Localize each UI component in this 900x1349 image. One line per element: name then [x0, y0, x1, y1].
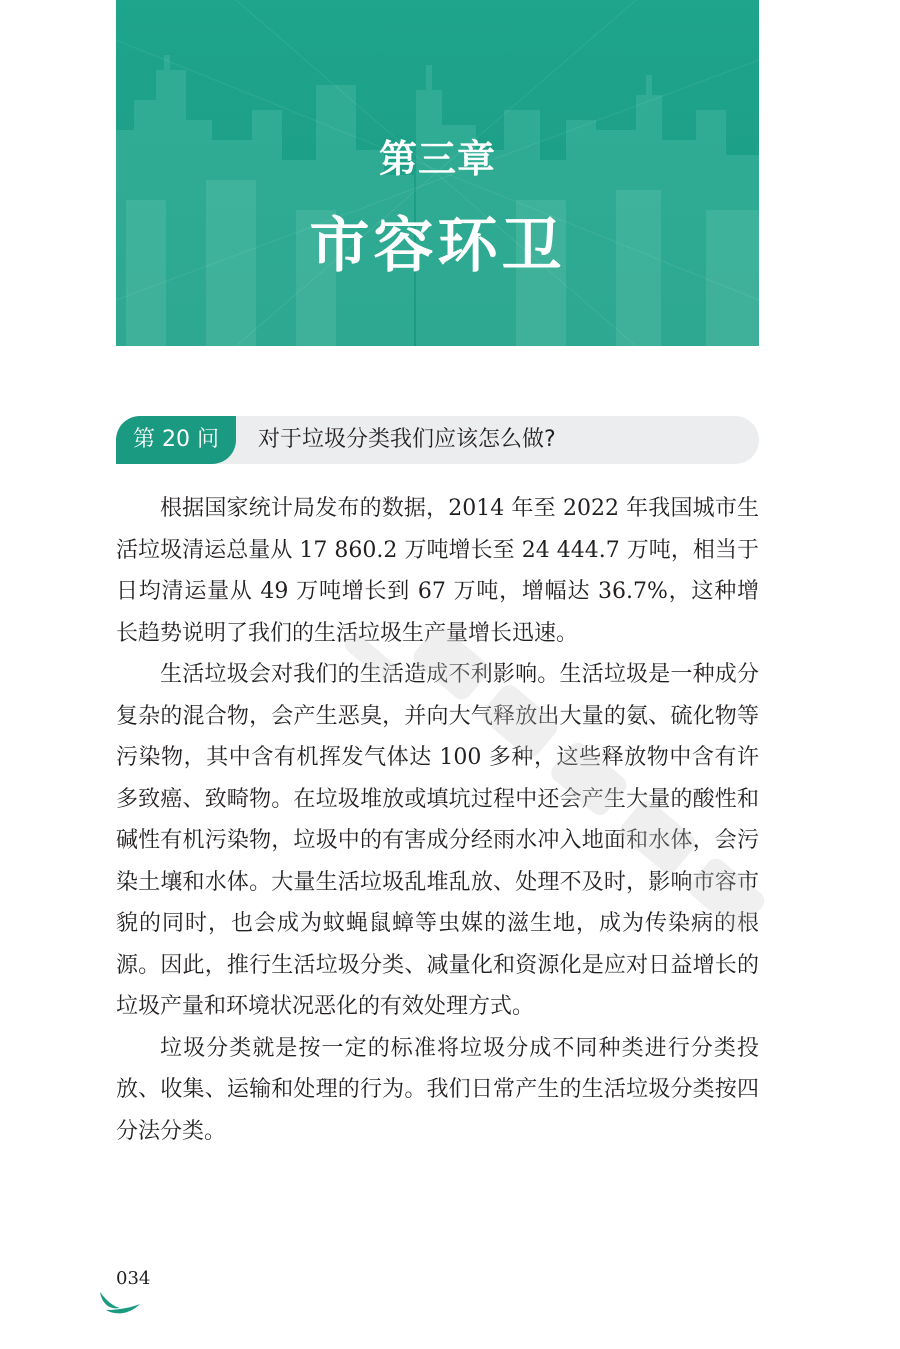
paragraph: 生活垃圾会对我们的生活造成不利影响。生活垃圾是一种成分复杂的混合物，会产生恶臭，并向大气释放出大量的氨、硫化物等污染物，其中含有机挥发气体达 100 多种，这些释放物中含有许多致癌、致畸物。在垃圾堆放或填坑过程中还会产生大量的酸性和碱性有机污染物，垃圾中的有害成分经雨水冲入地面和水体，会污染土壤和水体。大量生活垃圾乱堆乱放、处理不及时，影响市容市貌的同时，也会成为蚊蝇鼠蟑等虫媒的滋生地，成为传染病的根源。因此，推行生活垃圾分类、减量化和资源化是应对日益增长的垃圾产量和环境状况恶化的有效处理方式。 [116, 662, 759, 1019]
page-number: 034 [116, 1268, 151, 1289]
question-label: 第 20 问 [133, 427, 219, 452]
leaf-icon [96, 1288, 142, 1318]
question-text: 对于垃圾分类我们应该怎么做? [258, 427, 556, 452]
paragraph: 根据国家统计局发布的数据，2014 年至 2022 年我国城市生活垃圾清运总量从 17 860.2 万吨增长至 24 444.7 万吨，相当于日均清运量从 49 万吨增长到 67 万吨，增幅达 36.7%，这种增长趋势说明了我们的生活垃圾生产量增长迅速。 [116, 496, 759, 646]
chapter-title: 市容环卫 [309, 211, 566, 281]
chapter-number: 第三章 [378, 137, 496, 181]
paragraph: 垃圾分类就是按一定的标准将垃圾分成不同种类进行分类投放、收集、运输和处理的行为。我们日常产生的生活垃圾分类按四分法分类。 [116, 1035, 759, 1144]
chapter-banner [116, 0, 759, 346]
body-text [116, 488, 759, 1152]
